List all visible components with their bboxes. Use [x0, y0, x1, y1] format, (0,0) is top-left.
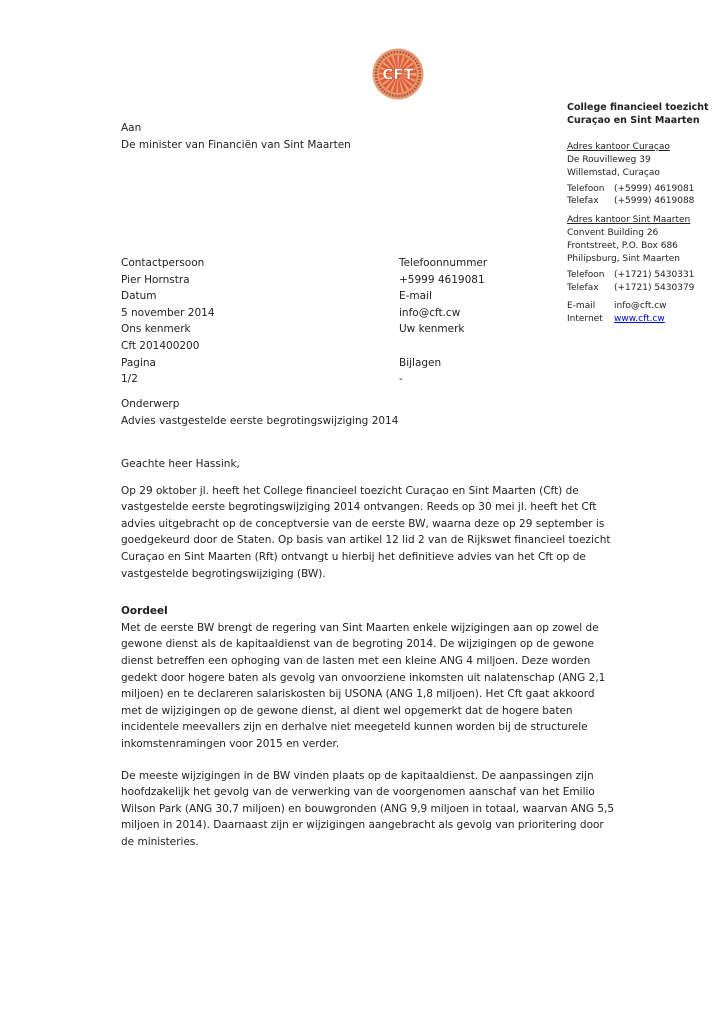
- cft-seal-icon: [372, 48, 424, 100]
- email-label: E-mail: [567, 300, 596, 311]
- subject-label: Onderwerp: [121, 398, 180, 410]
- internet-label: Internet: [567, 313, 603, 324]
- attachments-label: Bijlagen: [399, 356, 442, 369]
- your-reference-label: Uw kenmerk: [399, 323, 465, 336]
- contact-person-value: Pier Hornstra: [121, 273, 190, 286]
- address-line: Willemstad, Curaçao: [567, 167, 660, 178]
- subject-value: Advies vastgestelde eerste begrotingswijziging 2014: [121, 414, 399, 427]
- phone-label: Telefoon: [567, 269, 605, 280]
- email-address: info@cft.cw: [614, 300, 667, 311]
- fax-number: (+5999) 4619088: [614, 196, 695, 207]
- org-name-line1: College financieel toezicht: [567, 102, 709, 113]
- website-link[interactable]: www.cft.cw: [614, 313, 665, 324]
- address-line: Convent Building 26: [567, 228, 659, 239]
- our-reference-label: Ons kenmerk: [121, 323, 191, 336]
- cft-logo: [372, 48, 424, 100]
- email-label: E-mail: [399, 290, 432, 303]
- page-value: 1/2: [121, 373, 138, 386]
- recipient-name: De minister van Financiën van Sint Maarten: [121, 138, 351, 151]
- fax-label: Telefax: [567, 282, 599, 293]
- email-value: info@cft.cw: [399, 306, 461, 319]
- date-label: Datum: [121, 290, 157, 303]
- address-line: Philipsburg, Sint Maarten: [567, 254, 681, 265]
- office-sint-maarten-heading: Adres kantoor Sint Maarten: [567, 215, 691, 226]
- fax-label: Telefax: [567, 196, 599, 207]
- phone-number: (+1721) 5430331: [614, 269, 695, 280]
- subject-block: [121, 396, 614, 429]
- section-heading-oordeel: Oordeel: [121, 605, 168, 618]
- office-curacao-heading: Adres kantoor Curaçao: [567, 141, 670, 152]
- phone-label: Telefoon: [567, 183, 605, 194]
- org-name-line2: Curaçao en Sint Maarten: [567, 114, 700, 126]
- paragraph-kapitaaldienst: De meeste wijzigingen in de BW vinden plaats op de kapitaaldienst. De aanpassingen zijn hoofdzakelijk het gevolg van de verwerking van de voorgenomen aanschaf van het Emilio Wilson Park (ANG 30,7 miljoen) en bouwgronden (ANG 9,9 miljoen in totaal, waarvan ANG 5,5 miljoen in 2014). Daarnaast zijn er wijzigingen aangebracht als gevolg van prioritering door de ministeries.: [121, 769, 615, 848]
- phone-number-label: Telefoonnummer: [399, 257, 488, 269]
- page-label: Pagina: [121, 356, 156, 369]
- phone-row: [567, 183, 717, 196]
- address-line: Frontstreet, P.O. Box 686: [567, 241, 678, 252]
- letter-body: [121, 456, 615, 850]
- logo-text: CFT: [382, 65, 414, 84]
- phone-number-value: +5999 4619081: [399, 273, 485, 286]
- phone-number: (+5999) 4619081: [614, 183, 695, 194]
- your-reference-value: [399, 338, 614, 355]
- date-value: 5 november 2014: [121, 306, 215, 319]
- paragraph-intro: Op 29 oktober jl. heeft het College financieel toezicht Curaçao en Sint Maarten (Cft) de vastgestelde eerste begrotingswijziging 2014 ontvangen. Reeds op 30 mei jl. heeft het Cft advies uitgebracht op de conceptversie van de eerste BW, waarna deze op 29 september is goedgekeurd door de Staten. Op basis van artikel 12 lid 2 van de Rijkswet financieel toezicht Curaçao en Sint Maarten (Rft) ontvangt u hierbij het definitieve advies van het Cft op de vastgestelde begrotingswijziging (BW).: [121, 484, 611, 580]
- salutation: Geachte heer Hassink,: [121, 458, 240, 470]
- paragraph-oordeel: Met de eerste BW brengt de regering van Sint Maarten enkele wijzigingen aan op zowel de gewone dienst als de kapitaaldienst van de begroting 2014. De wijzigingen op de gewone dienst betreffen een ophoging van de lasten met een kleine ANG 4 miljoen. Deze worden gedekt door hogere baten als gevolg van onvoorziene inkomsten uit nalatenschap (ANG 2,1 miljoen) en te declareren salariskosten bij USONA (ANG 1,8 miljoen). Het Cft gaat akkoord met de wijzigingen op de gewone dienst, al dient wel opgemerkt dat de hogere baten incidentele meevallers zijn en derhalve niet meegeteld kunnen worden bij de structurele inkomstenramingen voor 2015 en verder.: [121, 621, 606, 750]
- our-reference-value: Cft 201400200: [121, 339, 200, 352]
- fax-row: [567, 195, 717, 208]
- meta-grid: [121, 255, 614, 388]
- attachments-value: -: [399, 373, 403, 386]
- contact-person-label: Contactpersoon: [121, 257, 205, 269]
- recipient-label: Aan: [121, 122, 142, 134]
- recipient-block: [121, 120, 614, 153]
- address-line: De Rouvilleweg 39: [567, 154, 651, 165]
- fax-number: (+1721) 5430379: [614, 282, 695, 293]
